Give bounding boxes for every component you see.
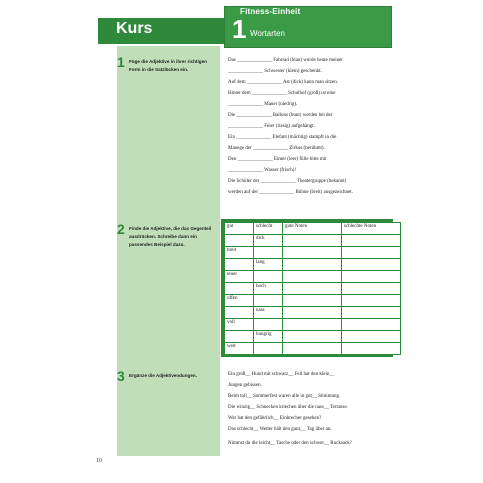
task-instruction: Füge die Adjektive in ihrer richtigen Form in die Satzlücken ein. — [129, 59, 207, 72]
cell[interactable] — [283, 319, 342, 331]
table-row — [225, 247, 401, 259]
cell[interactable]: lang — [254, 259, 283, 271]
sentence-line: Beim toll__ Sommerfest waren alle in gut__ Stimmung. — [228, 394, 341, 399]
table-row — [225, 283, 401, 295]
sentence-line: ______________ Schwester (klein) geschenkt. — [228, 69, 322, 74]
sentence-line: Die winzig__ Schnecken kriechen über die nass__ Terrasse. — [228, 405, 348, 410]
col-header: gut — [225, 223, 254, 235]
cell[interactable] — [254, 247, 283, 259]
kurs-label: Kurs — [116, 20, 153, 37]
cell[interactable] — [225, 307, 254, 319]
sentence-line: Ein groß__ Hund mit schwarz__ Fell hat den klein__ — [228, 372, 335, 377]
sentence-line: Die ______________ Ballons (bunt) werden bei der — [228, 113, 333, 118]
cell[interactable] — [342, 295, 401, 307]
col-header: schlechte Noten — [342, 223, 401, 235]
sentence-line: ______________ Feier (riesig) aufgehängt. — [228, 124, 315, 129]
sentence-line: Das ______________ Fahrrad (blau) wurde heute meiner — [228, 58, 343, 63]
cell[interactable] — [254, 319, 283, 331]
cell[interactable] — [283, 259, 342, 271]
cell[interactable] — [283, 271, 342, 283]
cell[interactable] — [342, 307, 401, 319]
table-row — [225, 307, 401, 319]
cell[interactable] — [342, 271, 401, 283]
unit-topic: Wortarten — [250, 29, 285, 38]
sentence-line: Wer hat den gefährlich__ Einbrecher gesehen? — [228, 416, 322, 421]
cell[interactable] — [283, 331, 342, 343]
cell[interactable] — [225, 331, 254, 343]
cell[interactable] — [225, 283, 254, 295]
cell[interactable]: dick — [254, 235, 283, 247]
sentence-line: Den ______________ Eimer (leer) fülle bitte mit — [228, 157, 327, 162]
sentence-line: Manege der ______________ Zirkus (berühmt). — [228, 146, 325, 151]
sentence-line: Die Schüler der ______________ Theatergruppe (bekannt) — [228, 179, 347, 184]
cell[interactable] — [283, 307, 342, 319]
antonym-table — [224, 222, 401, 355]
cell[interactable] — [342, 319, 401, 331]
cell[interactable]: teuer — [225, 271, 254, 283]
table-header-row — [225, 223, 401, 235]
col-header: gute Noten — [283, 223, 342, 235]
cell[interactable]: hoch — [254, 283, 283, 295]
cell[interactable] — [254, 343, 283, 355]
sentence-line: Nimmst du die leicht__ Tasche oder den schwer__ Rucksack? — [228, 441, 352, 446]
unit-number: 1 — [232, 14, 247, 44]
sentence-line: Jungen gebissen. — [228, 383, 262, 388]
table-row — [225, 235, 401, 247]
cell[interactable]: breit — [225, 247, 254, 259]
sentence-line: ______________ Mauer (niedrig). — [228, 102, 298, 107]
cell[interactable] — [225, 235, 254, 247]
task-number: 3 — [117, 368, 125, 384]
cell[interactable] — [225, 259, 254, 271]
page-number: 10 — [96, 458, 102, 464]
cell[interactable] — [254, 271, 283, 283]
col-header: schlecht — [254, 223, 283, 235]
table-row — [225, 271, 401, 283]
cell[interactable]: voll — [225, 319, 254, 331]
sentence-line: Auf dem ______________ Ast (dick) kann man sitzen. — [228, 80, 338, 85]
instruction-column — [117, 46, 220, 456]
cell[interactable]: nass — [254, 307, 283, 319]
cell[interactable] — [342, 283, 401, 295]
cell[interactable] — [342, 259, 401, 271]
cell[interactable] — [283, 247, 342, 259]
cell[interactable]: offen — [225, 295, 254, 307]
cell[interactable] — [283, 235, 342, 247]
table-row — [225, 319, 401, 331]
fitness-title: Fitness-Einheit — [240, 7, 301, 16]
sentence-line: werden auf der ______________ Bühne (breit) ausgezeichnet. — [228, 190, 353, 195]
table-row — [225, 295, 401, 307]
task-number: 2 — [117, 221, 125, 237]
table-row — [225, 331, 401, 343]
table-row — [225, 259, 401, 271]
sentence-line: Das schlecht__ Wetter hält den ganz__ Tag über an. — [228, 427, 332, 432]
table-row — [225, 343, 401, 355]
cell[interactable] — [342, 247, 401, 259]
cell[interactable] — [254, 295, 283, 307]
task-number: 1 — [117, 54, 125, 70]
task-instruction: Ergänze die Adjektivendungen. — [129, 373, 197, 378]
cell[interactable]: hungrig — [254, 331, 283, 343]
cell[interactable] — [283, 343, 342, 355]
sentence-line: Ein ______________ Elefant (mächtig) stampft in die — [228, 135, 337, 140]
sentence-line: ______________ Wasser (frisch)! — [228, 168, 297, 173]
cell[interactable] — [342, 343, 401, 355]
cell[interactable]: weit — [225, 343, 254, 355]
cell[interactable] — [342, 235, 401, 247]
cell[interactable] — [283, 295, 342, 307]
sentence-line: Hinter dem ______________ Schulhof (groß) ist eine — [228, 91, 336, 96]
task-instruction: Finde die Adjektive, die das Gegenteil ausdrücken. Schreibe dann ein passendes Beispiel dazu. — [129, 226, 212, 247]
cell[interactable] — [342, 331, 401, 343]
cell[interactable] — [283, 283, 342, 295]
